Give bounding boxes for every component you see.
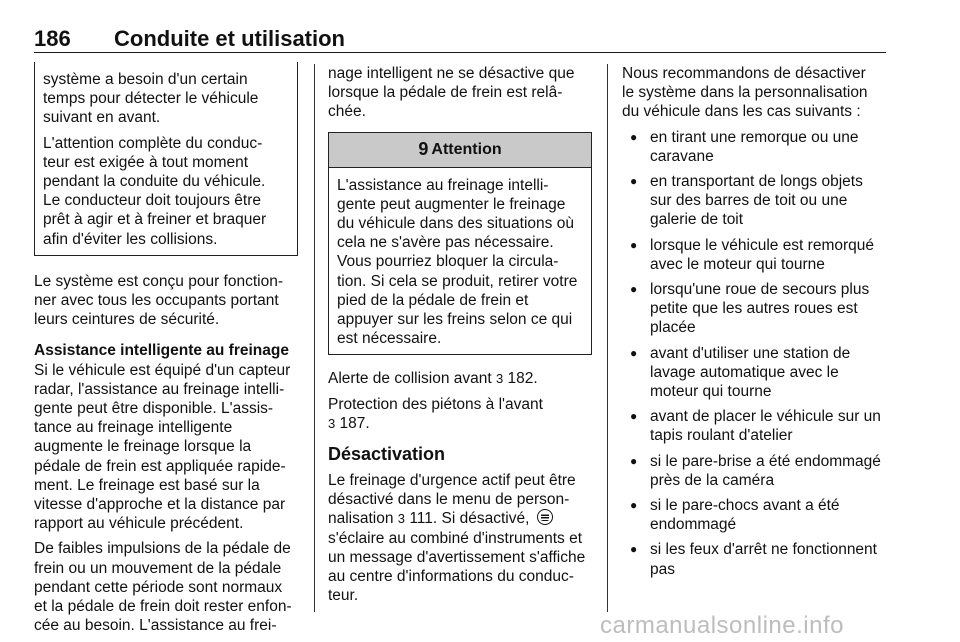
list-item: ● avant de placer le véhicule sur un tapis roulant d'atelier <box>622 407 888 445</box>
paragraph-text: s'éclaire au combiné d'instruments et un message d'avertissement s'affiche au centre d'informations du conduc- teur. <box>328 529 586 605</box>
list-item: ● si les feux d'arrêt ne fonctionnent pas <box>622 540 888 578</box>
page-number: 186 <box>34 26 71 51</box>
paragraph <box>328 395 592 433</box>
warning-title: Attention <box>431 141 502 158</box>
ref-page: 187. <box>335 414 370 432</box>
list-item: ● en transportant de longs objets sur des barres de toit ou une galerie de toit <box>622 172 888 230</box>
subheading: Assistance intelligente au freinage <box>34 342 289 360</box>
chapter-title: Conduite et utilisation <box>114 26 345 51</box>
list-item: ● en tirant une remorque ou une caravane <box>622 128 888 166</box>
page-reference-icon: 3 <box>397 511 406 527</box>
list-item: ● si le pare-chocs avant a été endommagé <box>622 496 888 534</box>
warning-triangle-icon: 9 <box>418 139 429 159</box>
box-paragraph: L'attention complète du conduc- teur est exigée à tout moment pendant la conduite du véhicule. Le conducteur doit toujours être prêt à agir et à freiner et braquer afin d'éviter les collisions. <box>43 134 267 248</box>
paragraph <box>328 369 592 388</box>
warning-body <box>329 168 591 355</box>
list-item: ● lorsqu'une roue de secours plus petite que les autres roues est placée <box>622 280 888 338</box>
column-2 <box>328 64 592 611</box>
paragraph <box>328 471 592 605</box>
ref-page: 111. Si désactivé, <box>405 510 534 528</box>
ref-label: Alerte de collision avant <box>328 370 497 388</box>
paragraph: Si le véhicule est équipé d'un capteur radar, l'assistance au freinage intelli- gente peut être disponible. L'assis- tance au freinage intelligente augmente le freinage lorsque la pédale de frein est appliquée rapide- ment. Le freinage est basé sur la vitesse d'approche et la distance par rapport au véhicule précédent. <box>34 361 291 533</box>
column-divider <box>607 64 608 612</box>
column-1 <box>34 64 298 641</box>
ref-label: Protection des piétons à l'avant <box>328 395 543 413</box>
page-reference-icon: 3 <box>328 415 336 431</box>
warning-box <box>328 132 592 356</box>
paragraph-text: Le freinage d'urgence actif peut être désactivé dans le menu de person- nalisation <box>328 472 576 528</box>
warning-text: L'assistance au freinage intelli- gente peut augmenter le freinage du véhicule dans des situations où cela ne s'avère pas nécessaire. Vous pourriez bloquer la circula- tion. Si cela se produit, retirer votre pied de la pédale de frein et appuyer sur les freins selon ce qui est nécessaire. <box>337 176 578 348</box>
list-item: ● avant d'utiliser une station de lavage automatique avec le moteur qui tourne <box>622 344 888 402</box>
page-header <box>34 26 886 53</box>
bullet-list <box>622 128 888 579</box>
paragraph: Nous recommandons de désactiver le système dans la personnalisation du véhicule dans les cas suivants : <box>622 65 868 121</box>
continued-notice-box <box>34 62 298 256</box>
warning-title-bar <box>329 133 591 168</box>
watermark: carmanualsonline.info <box>600 612 844 639</box>
paragraph: De faibles impulsions de la pédale de frein ou un mouvement de la pédale pendant cette période sont normaux et la pédale de frein doit rester enfon- cée au besoin. L'assistance au frei- <box>34 540 292 635</box>
list-item: ● lorsque le véhicule est remorqué avec le moteur qui tourne <box>622 236 888 274</box>
box-paragraph: système a besoin d'un certain temps pour détecter le véhicule suivant en avant. <box>43 71 259 127</box>
paragraph: nage intelligent ne se désactive que lorsque la pédale de frein est relâ- chée. <box>328 65 575 121</box>
paragraph: Le système est conçu pour fonction- ner avec tous les occupants portant leurs ceintures de sécurité. <box>34 272 283 329</box>
column-divider <box>314 64 315 612</box>
page-reference-icon: 3 <box>496 371 504 387</box>
ref-page: 182. <box>503 370 538 388</box>
list-item: ● si le pare-brise a été endommagé près de la caméra <box>622 452 888 490</box>
collision-indicator-lamp-icon <box>537 509 553 525</box>
column-3 <box>622 64 888 585</box>
section-heading: Désactivation <box>328 444 446 465</box>
